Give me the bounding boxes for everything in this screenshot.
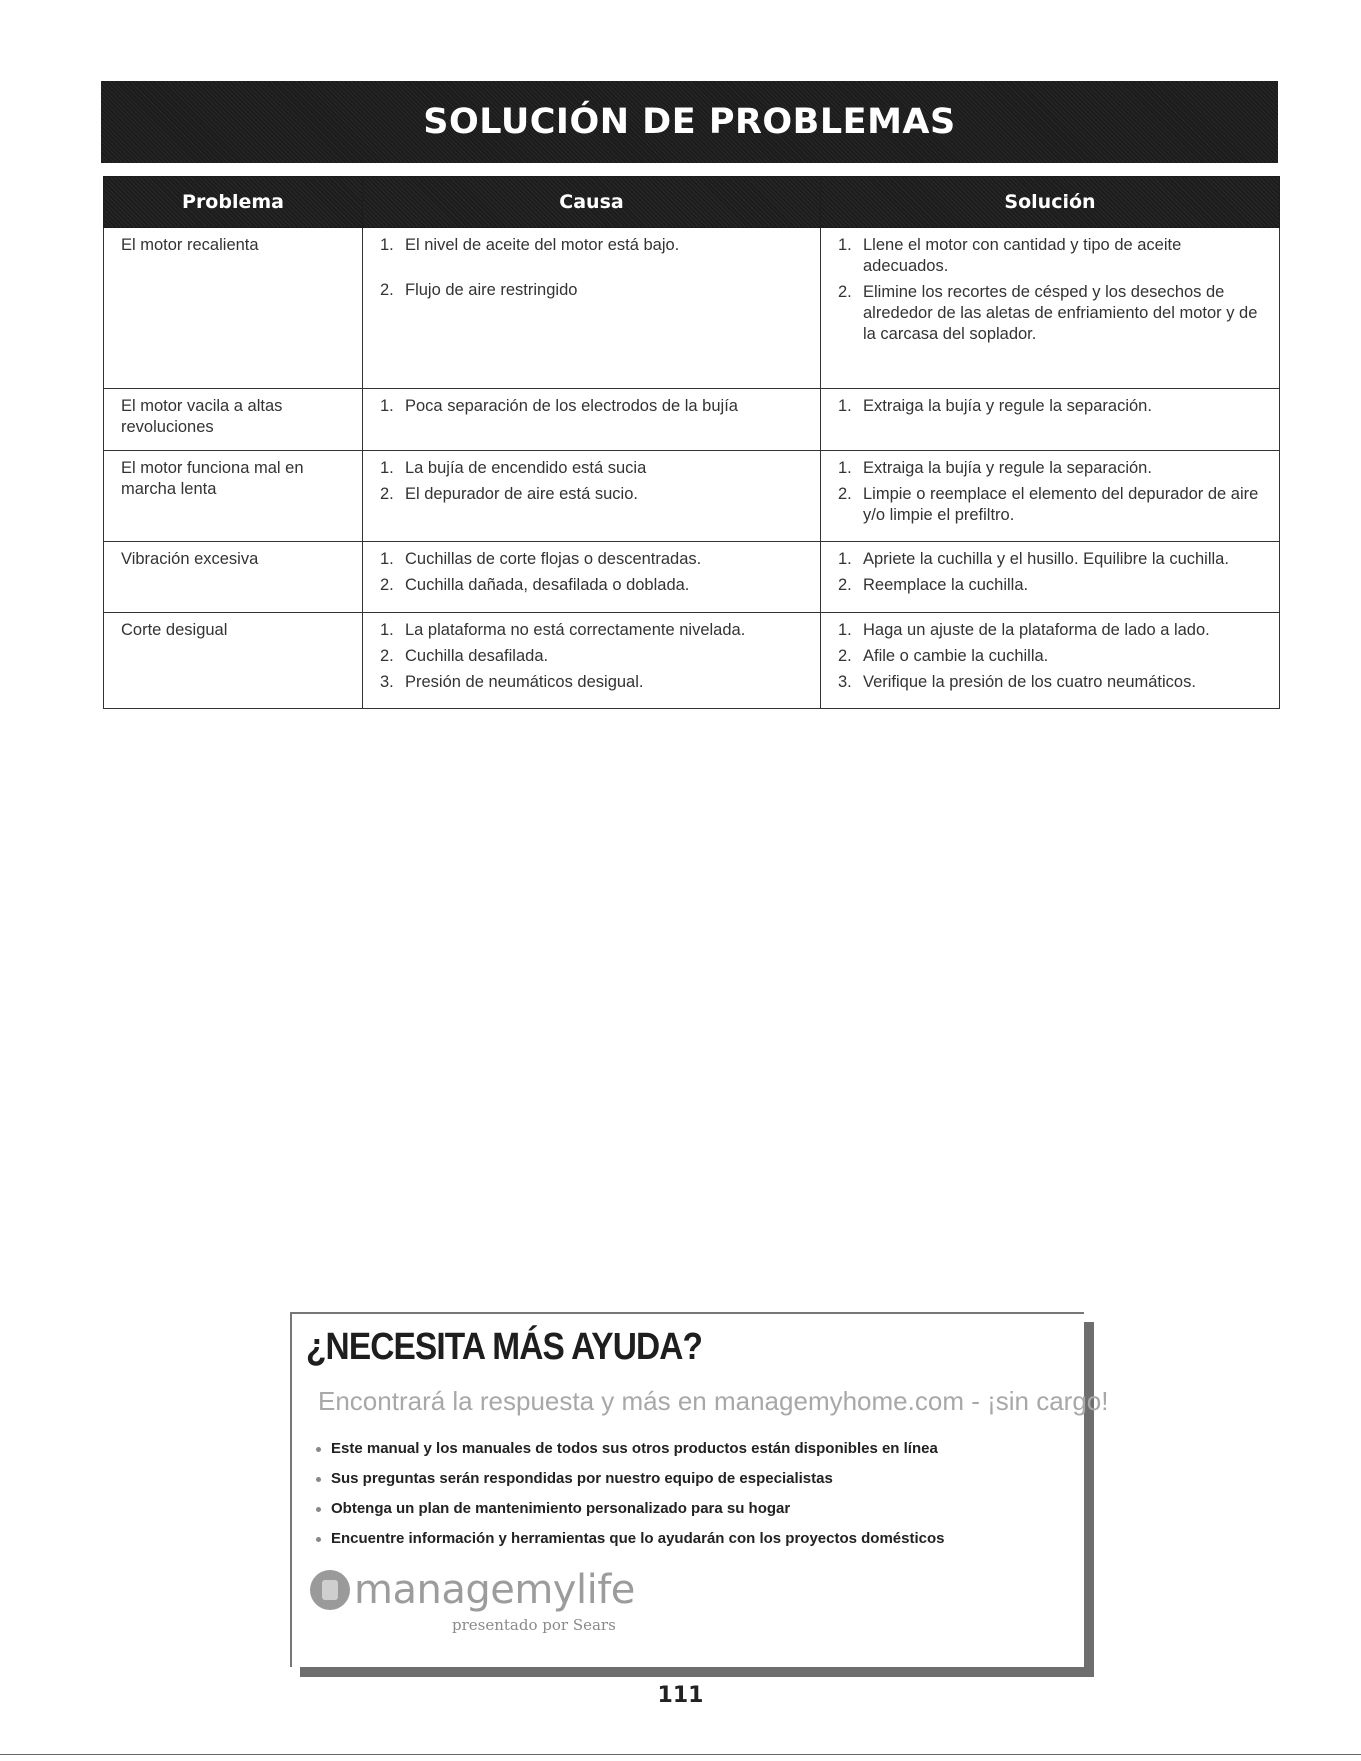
cause-cell	[363, 613, 821, 709]
cause-list	[380, 620, 808, 693]
list-item	[380, 620, 808, 641]
item-text: La plataforma no está correctamente nivelada.	[405, 621, 746, 639]
item-number: 1.	[838, 550, 852, 568]
table-row	[104, 613, 1280, 709]
cause-list	[380, 396, 808, 417]
item-number: 1.	[380, 459, 394, 477]
cause-cell	[363, 542, 821, 613]
item-number: 2.	[838, 576, 852, 594]
solution-list	[838, 235, 1267, 345]
item-text: El nivel de aceite del motor está bajo.	[405, 236, 680, 254]
item-text: Llene el motor con cantidad y tipo de aceite adecuados.	[863, 236, 1182, 275]
brand-name: managemylife	[354, 1567, 635, 1613]
item-number: 2.	[380, 281, 394, 299]
list-item	[380, 575, 808, 596]
item-number: 2.	[380, 576, 394, 594]
solution-cell	[821, 228, 1280, 389]
item-number: 1.	[838, 459, 852, 477]
cause-cell	[363, 228, 821, 389]
item-text: Verifique la presión de los cuatro neumáticos.	[863, 673, 1196, 691]
problem-cell: El motor vacila a altas revoluciones	[104, 389, 363, 451]
page-bottom-divider	[0, 1754, 1361, 1755]
cause-list	[380, 235, 808, 301]
brand-tagline: presentado por Sears	[452, 1616, 616, 1634]
bullet-icon	[316, 1447, 321, 1452]
cause-cell	[363, 451, 821, 542]
list-item	[838, 620, 1267, 641]
list-item	[838, 396, 1267, 417]
problem-cell: El motor funciona mal en marcha lenta	[104, 451, 363, 542]
item-text: Poca separación de los electrodos de la bujía	[405, 397, 738, 415]
item-text: Flujo de aire restringido	[405, 281, 578, 299]
solution-list	[838, 620, 1267, 693]
list-item	[380, 646, 808, 667]
item-number: 2.	[380, 485, 394, 503]
item-text: La bujía de encendido está sucia	[405, 459, 647, 477]
item-number: 3.	[380, 673, 394, 691]
problem-cell: Corte desigual	[104, 613, 363, 709]
item-text: Presión de neumáticos desigual.	[405, 673, 644, 691]
column-header-cause: Causa	[363, 177, 821, 228]
item-number: 1.	[380, 621, 394, 639]
list-item	[380, 672, 808, 693]
list-item	[838, 458, 1267, 479]
help-box	[290, 1312, 1109, 1667]
item-number: 1.	[380, 236, 394, 254]
item-number: 1.	[838, 236, 852, 254]
section-banner	[101, 81, 1278, 163]
list-item	[380, 458, 808, 479]
help-bullet-list	[316, 1434, 945, 1554]
item-text: Afile o cambie la cuchilla.	[863, 647, 1049, 665]
list-item	[838, 235, 1267, 277]
item-number: 2.	[838, 485, 852, 503]
list-item	[838, 575, 1267, 596]
solution-cell	[821, 613, 1280, 709]
solution-list	[838, 396, 1267, 417]
solution-cell	[821, 451, 1280, 542]
item-number: 1.	[380, 397, 394, 415]
bullet-text: Obtenga un plan de mantenimiento personalizado para su hogar	[331, 1500, 791, 1517]
list-item	[316, 1494, 945, 1524]
bullet-text: Este manual y los manuales de todos sus otros productos están disponibles en línea	[331, 1440, 938, 1457]
list-item	[838, 282, 1267, 345]
table-row	[104, 451, 1280, 542]
item-text: Cuchilla desafilada.	[405, 647, 549, 665]
item-text: Elimine los recortes de césped y los desechos de alrededor de las aletas de enfriamiento del motor y de la carcasa del soplador.	[863, 283, 1258, 343]
item-text: Haga un ajuste de la plataforma de lado a lado.	[863, 621, 1210, 639]
column-header-solution: Solución	[821, 177, 1280, 228]
item-text: Cuchillas de corte flojas o descentradas.	[405, 550, 702, 568]
bullet-text: Encuentre información y herramientas que lo ayudarán con los proyectos domésticos	[331, 1530, 945, 1547]
item-text: Reemplace la cuchilla.	[863, 576, 1029, 594]
table-row	[104, 389, 1280, 451]
list-item	[316, 1464, 945, 1494]
table-row	[104, 542, 1280, 613]
solution-cell	[821, 389, 1280, 451]
problem-cell: Vibración excesiva	[104, 542, 363, 613]
item-number: 2.	[838, 647, 852, 665]
item-text: Extraiga la bujía y regule la separación.	[863, 397, 1152, 415]
list-item	[380, 549, 808, 570]
bullet-icon	[316, 1477, 321, 1482]
cause-list	[380, 549, 808, 596]
item-text: Cuchilla dañada, desafilada o doblada.	[405, 576, 690, 594]
list-item	[316, 1524, 945, 1554]
bullet-icon	[316, 1507, 321, 1512]
list-item	[380, 396, 808, 417]
list-item	[838, 549, 1267, 570]
item-text: El depurador de aire está sucio.	[405, 485, 638, 503]
bullet-text: Sus preguntas serán respondidas por nuestro equipo de especialistas	[331, 1470, 833, 1487]
solution-cell	[821, 542, 1280, 613]
cause-list	[380, 458, 808, 505]
list-item	[838, 484, 1267, 526]
bullet-icon	[316, 1537, 321, 1542]
troubleshooting-table	[103, 176, 1280, 709]
list-item	[838, 672, 1267, 693]
page-number: 111	[657, 1683, 704, 1708]
problem-cell: El motor recalienta	[104, 228, 363, 389]
list-item	[380, 280, 808, 301]
column-header-problem: Problema	[104, 177, 363, 228]
brand-logo-icon	[310, 1570, 350, 1610]
list-item	[380, 235, 808, 256]
solution-list	[838, 458, 1267, 526]
page-title: SOLUCIÓN DE PROBLEMAS	[423, 102, 956, 142]
item-number: 1.	[838, 621, 852, 639]
item-number: 3.	[838, 673, 852, 691]
list-item	[838, 646, 1267, 667]
cause-cell	[363, 389, 821, 451]
help-subheading: Encontrará la respuesta y más en managemyhome.com - ¡sin cargo!	[318, 1386, 1109, 1416]
item-number: 2.	[838, 283, 852, 301]
table-header-row	[104, 177, 1280, 228]
solution-list	[838, 549, 1267, 596]
help-heading: ¿NECESITA MÁS AYUDA?	[306, 1326, 703, 1368]
list-item	[316, 1434, 945, 1464]
item-text: Limpie o reemplace el elemento del depurador de aire y/o limpie el prefiltro.	[863, 485, 1259, 524]
brand-logo	[310, 1567, 635, 1613]
item-text: Extraiga la bujía y regule la separación.	[863, 459, 1152, 477]
item-number: 1.	[380, 550, 394, 568]
item-text: Apriete la cuchilla y el husillo. Equilibre la cuchilla.	[863, 550, 1229, 568]
table-row	[104, 228, 1280, 389]
list-item	[380, 484, 808, 505]
item-number: 1.	[838, 397, 852, 415]
item-number: 2.	[380, 647, 394, 665]
